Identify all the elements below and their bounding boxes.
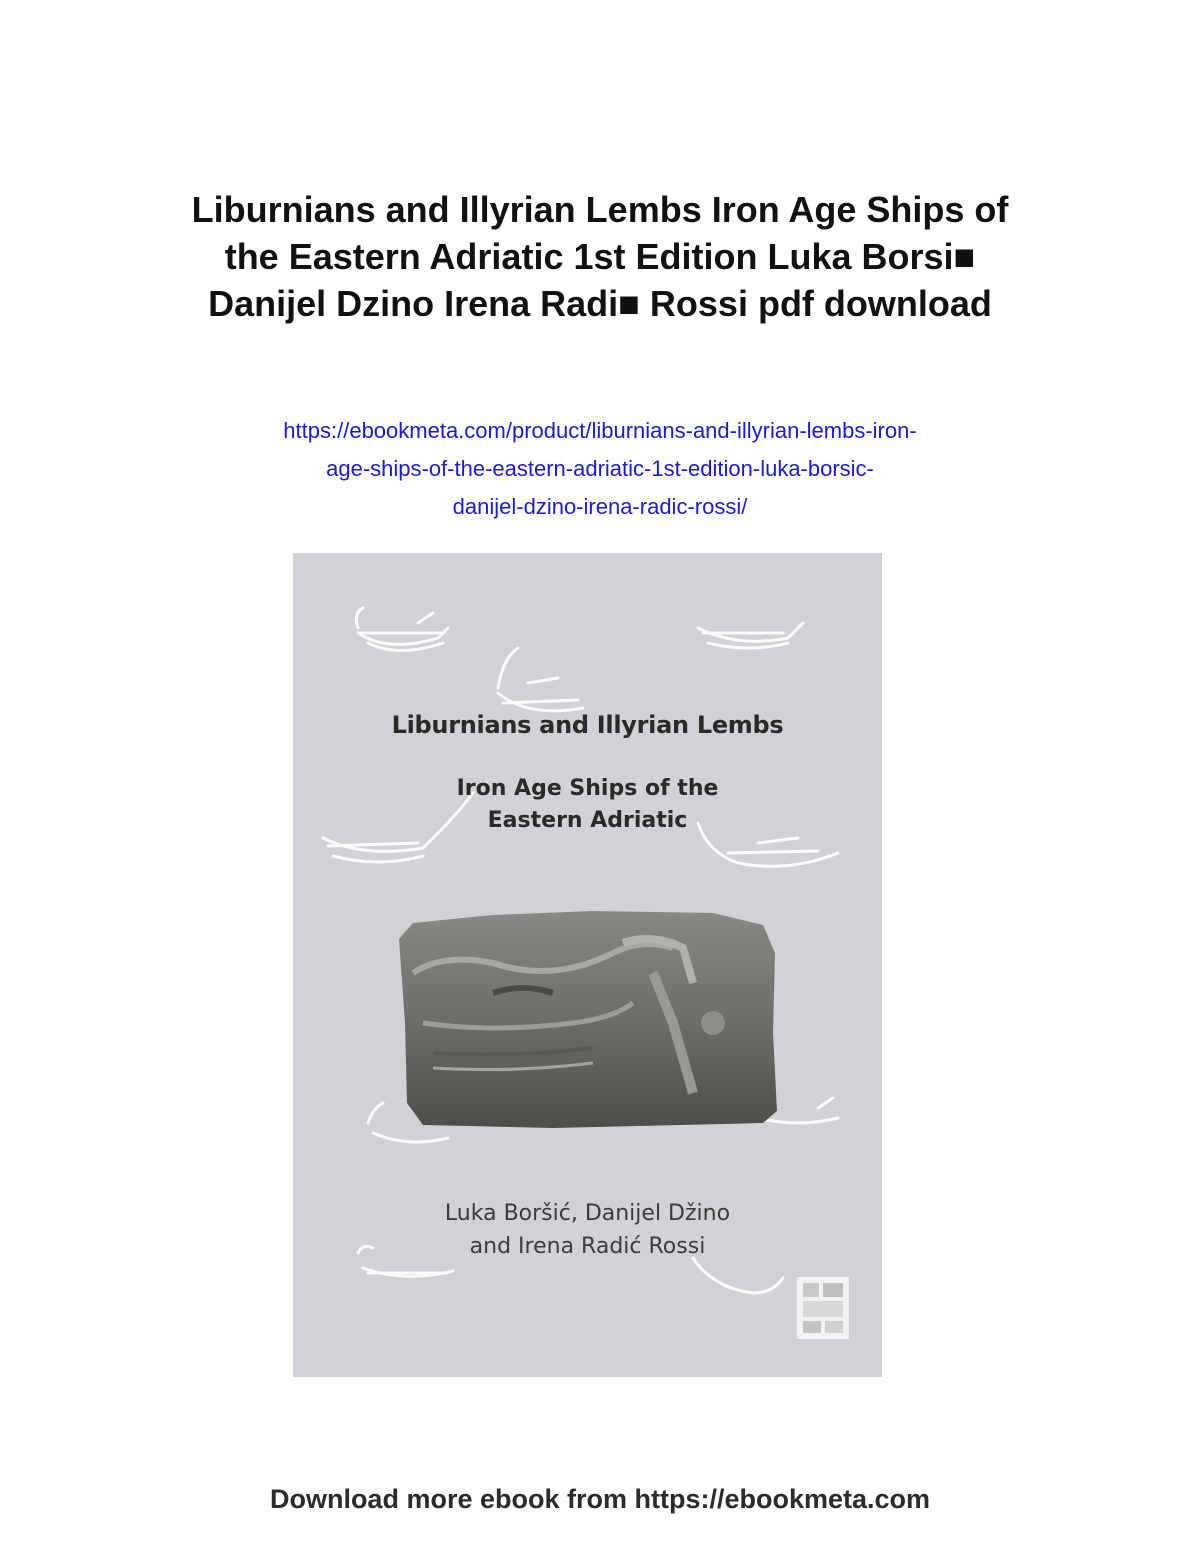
- cover-authors-line-1: Luka Boršić, Danijel Džino: [444, 1201, 731, 1226]
- link-line-2: age-ships-of-the-eastern-adriatic-1st-edition-luka-borsic-: [326, 456, 874, 481]
- cover-subtitle: [293, 773, 882, 837]
- cover-title: Liburnians and Illyrian Lembs: [391, 711, 784, 739]
- download-footer: Download more ebook from https://ebookmeta.com: [269, 1484, 931, 1514]
- cover-subtitle-line-2: Eastern Adriatic: [487, 808, 688, 833]
- ship-outline-icon: [498, 648, 583, 711]
- book-cover-image: [293, 553, 882, 1377]
- cover-subtitle-line-1: Iron Age Ships of the: [456, 776, 719, 801]
- title-line-1: Liburnians and Illyrian Lembs Iron Age Ships of: [191, 189, 1009, 230]
- cover-authors: [293, 1197, 882, 1263]
- link-line-1: https://ebookmeta.com/product/liburnians-and-illyrian-lembs-iron-: [283, 418, 917, 443]
- ship-outline-icon: [356, 608, 448, 651]
- link-line-3: danijel-dzino-irena-radic-rossi/: [452, 494, 748, 519]
- document-title: [100, 186, 1100, 327]
- publisher-logo-icon: [797, 1277, 849, 1339]
- stone-relief-illustration: [399, 911, 777, 1128]
- title-line-3: Danijel Dzino Irena Radi■ Rossi pdf download: [208, 283, 992, 324]
- product-link[interactable]: [150, 412, 1050, 526]
- cover-authors-line-2: and Irena Radić Rossi: [469, 1234, 706, 1259]
- title-line-2: the Eastern Adriatic 1st Edition Luka Borsi■: [224, 236, 976, 277]
- ship-outline-icon: [323, 833, 438, 862]
- ship-outline-icon: [693, 1258, 783, 1293]
- ship-outline-icon: [698, 623, 803, 648]
